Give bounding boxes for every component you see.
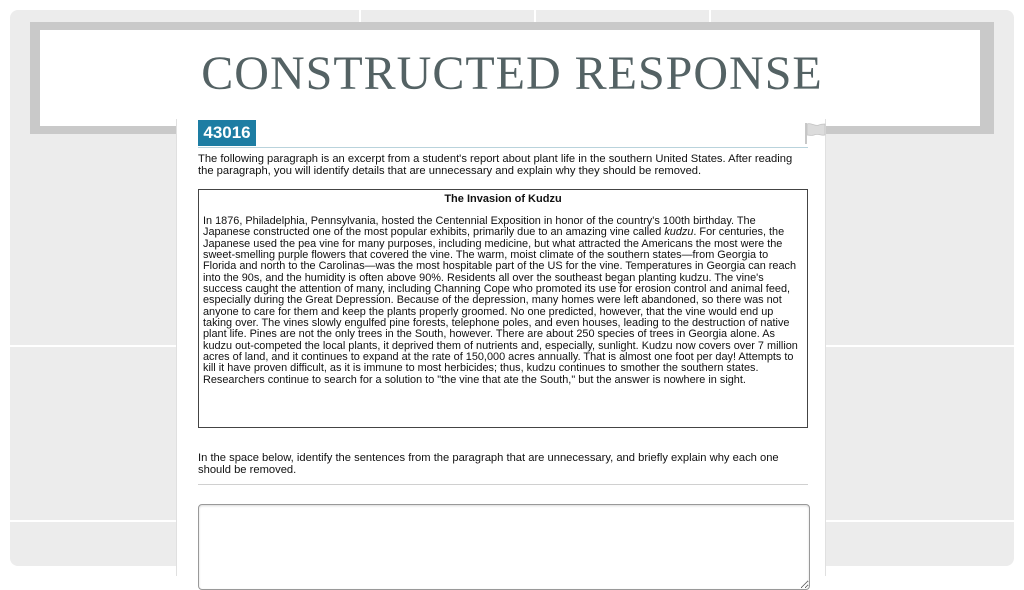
divider (198, 484, 808, 485)
flag-icon[interactable] (802, 122, 826, 144)
passage-box (198, 189, 808, 428)
passage-body (203, 216, 804, 386)
item-header-bar (198, 119, 808, 148)
item-id-badge: 43016 (198, 120, 256, 146)
response-textarea[interactable] (198, 504, 810, 590)
passage-title: The Invasion of Kudzu (444, 193, 562, 205)
slide-title: CONSTRUCTED RESPONSE (201, 47, 823, 100)
passage-text-part1: In 1876, Philadelphia, Pennsylvania, hosted the Centennial Exposition in honor of the country's 100th birthday. The Japanese constructed one of the most popular exhibits, primarily due to an amazing vine called (203, 215, 756, 239)
passage-text-italic: kudzu (664, 226, 694, 239)
test-item-screenshot (176, 119, 826, 576)
item-prompt: The following paragraph is an excerpt from a student's report about plant life in the southern United States. After reading the paragraph, you will identify details that are unnecessary and explain why they should be removed. (198, 153, 793, 177)
passage-text-part2: . For centuries, the Japanese used the pea vine for many purposes, including medicine, but what attracted the Americans the most were the sweet-smelling purple flowers that covered the vine. The warm, moist climate of the southern states—from Georgia to Florida and north to the Carolinas—was the most hospitable part of the US for the vine. Temperatures in Georgia can reach into the 90s, and the humidity is often above 90%. Residents all over the southeast began planting kudzu. The vine's success caught the attention of many, including Channing Cope who promoted its use for erosion control and animal feed, especially during the Great Depression. Because of the depression, many homes were left abandoned, so there was not anyone to care for them and keep the plants properly groomed. No one predicted, however, that the vine would end up taking over. The vines slowly engulfed pine forests, telephone poles, and even houses, leading to the destruction of native plant life. Pines are not the only trees in the South, however. There are about 250 species of trees in Georgia alone. As kudzu out-competed the local plants, it deprived them of nutrients and, especially, sunlight. Kudzu now covers over 7 million acres of land, and it continues to expand at the rate of 150,000 acres annually. That is almost one foot per day! Attempts to kill it have proven difficult, as it is immune to most herbicides; thus, kudzu continues to smother the southern states. Researchers continue to search for a solution to "the vine that ate the South," but the answer is nowhere in sight. (203, 226, 798, 386)
question-prompt: In the space below, identify the sentences from the paragraph that are unnecessary, and briefly explain why each one should be removed. (198, 452, 779, 476)
